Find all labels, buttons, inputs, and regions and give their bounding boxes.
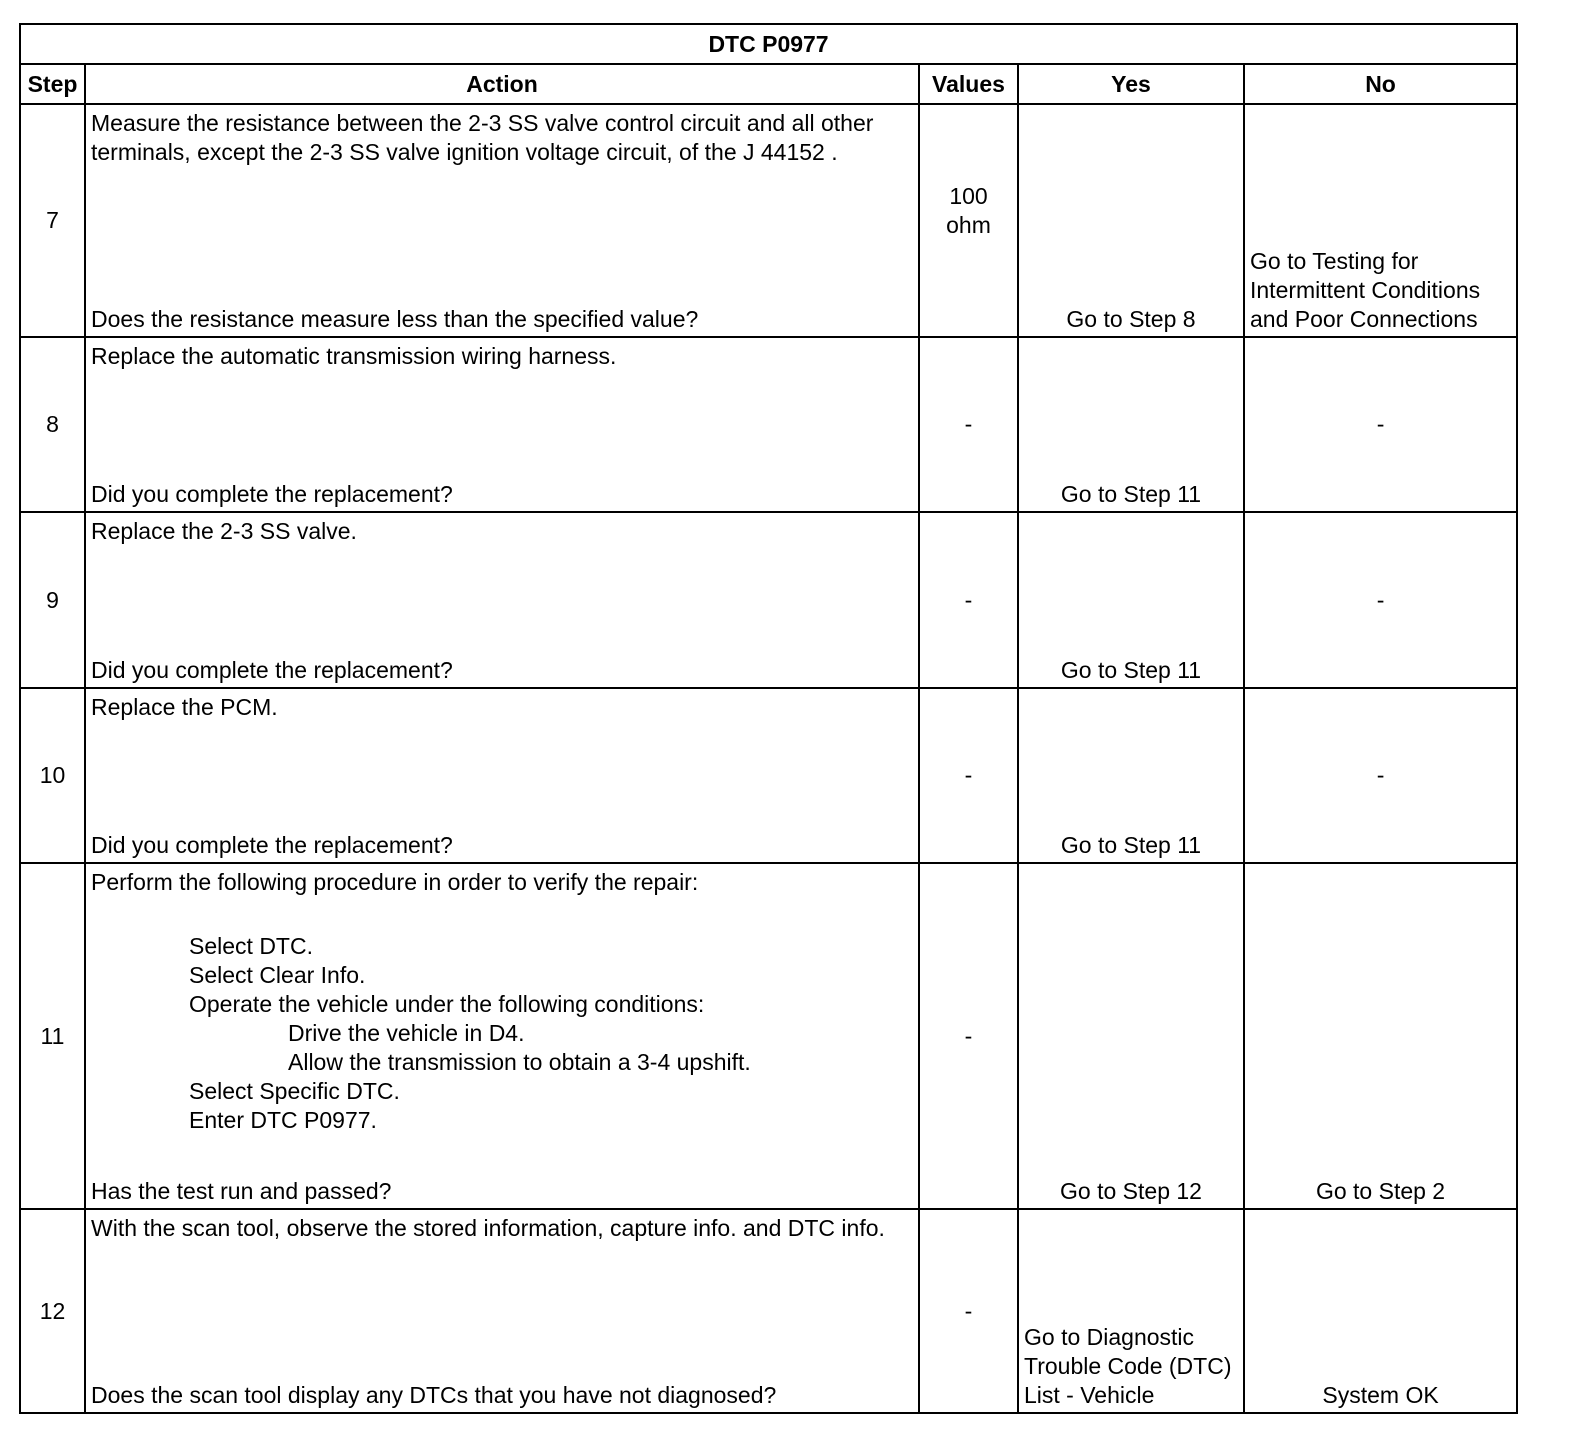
action-cell (85, 512, 919, 688)
header-step: Step (20, 64, 85, 104)
action-text: Perform the following procedure in order to verify the repair: (91, 869, 699, 895)
values-cell: - (919, 1209, 1018, 1413)
no-cell: Go to Step 2 (1244, 863, 1517, 1209)
action-cell (85, 1209, 919, 1413)
list-item: Enter DTC P0977. (189, 1106, 377, 1133)
no-cell: - (1244, 337, 1517, 512)
action-question: Did you complete the replacement? (91, 657, 453, 683)
list-item: Operate the vehicle under the following conditions: (189, 990, 705, 1017)
values-cell (919, 104, 1018, 337)
action-text: Replace the automatic transmission wiring harness. (91, 343, 617, 369)
header-action: Action (85, 64, 919, 104)
action-text: Measure the resistance between the 2-3 SS valve control circuit and all other terminals, except the 2-3 SS valve ignition voltage circuit, of the J 44152 . (91, 110, 874, 165)
action-cell (85, 337, 919, 512)
yes-cell: Go to Step 11 (1018, 512, 1244, 688)
no-cell: - (1244, 512, 1517, 688)
action-text: With the scan tool, observe the stored information, capture info. and DTC info. (91, 1215, 885, 1241)
table-title: DTC P0977 (20, 24, 1517, 64)
yes-cell: Go to Step 12 (1018, 863, 1244, 1209)
yes-cell: Go to Step 11 (1018, 337, 1244, 512)
no-cell: - (1244, 688, 1517, 863)
list-item: Drive the vehicle in D4. (288, 1019, 525, 1046)
header-no: No (1244, 64, 1517, 104)
procedure-substeps (91, 932, 913, 1135)
values-cell: - (919, 863, 1018, 1209)
step-number: 8 (20, 337, 85, 512)
table-row (20, 863, 1517, 1209)
table-row (20, 688, 1517, 863)
action-cell (85, 688, 919, 863)
table-row (20, 104, 1517, 337)
yes-cell: Go to Step 11 (1018, 688, 1244, 863)
values-cell: - (919, 688, 1018, 863)
step-number: 11 (20, 863, 85, 1209)
values-cell: - (919, 337, 1018, 512)
action-question: Did you complete the replacement? (91, 481, 453, 507)
no-cell: System OK (1244, 1209, 1517, 1413)
action-question: Has the test run and passed? (91, 1178, 392, 1204)
values-cell: - (919, 512, 1018, 688)
step-number: 10 (20, 688, 85, 863)
list-item: Select Specific DTC. (189, 1077, 400, 1104)
table-row (20, 512, 1517, 688)
action-text: Replace the PCM. (91, 694, 278, 720)
dtc-table (19, 23, 1518, 1414)
table-row (20, 1209, 1517, 1413)
table-row (20, 337, 1517, 512)
step-number: 12 (20, 1209, 85, 1413)
action-cell (85, 104, 919, 337)
no-cell: Go to Testing for Intermittent Conditions and Poor Connections (1244, 104, 1517, 337)
step-number: 9 (20, 512, 85, 688)
action-question: Does the scan tool display any DTCs that you have not diagnosed? (91, 1382, 777, 1408)
list-item: Allow the transmission to obtain a 3-4 upshift. (288, 1048, 751, 1075)
list-item: Select Clear Info. (189, 961, 366, 988)
header-values: Values (919, 64, 1018, 104)
list-item: Select DTC. (189, 932, 313, 959)
step-number: 7 (20, 104, 85, 337)
yes-cell: Go to Step 8 (1018, 104, 1244, 337)
action-question: Does the resistance measure less than the specified value? (91, 306, 699, 332)
header-yes: Yes (1018, 64, 1244, 104)
yes-cell: Go to Diagnostic Trouble Code (DTC) List - Vehicle (1018, 1209, 1244, 1413)
action-question: Did you complete the replacement? (91, 832, 453, 858)
values-text: 100 ohm (946, 182, 991, 238)
action-text: Replace the 2-3 SS valve. (91, 518, 357, 544)
action-cell (85, 863, 919, 1209)
